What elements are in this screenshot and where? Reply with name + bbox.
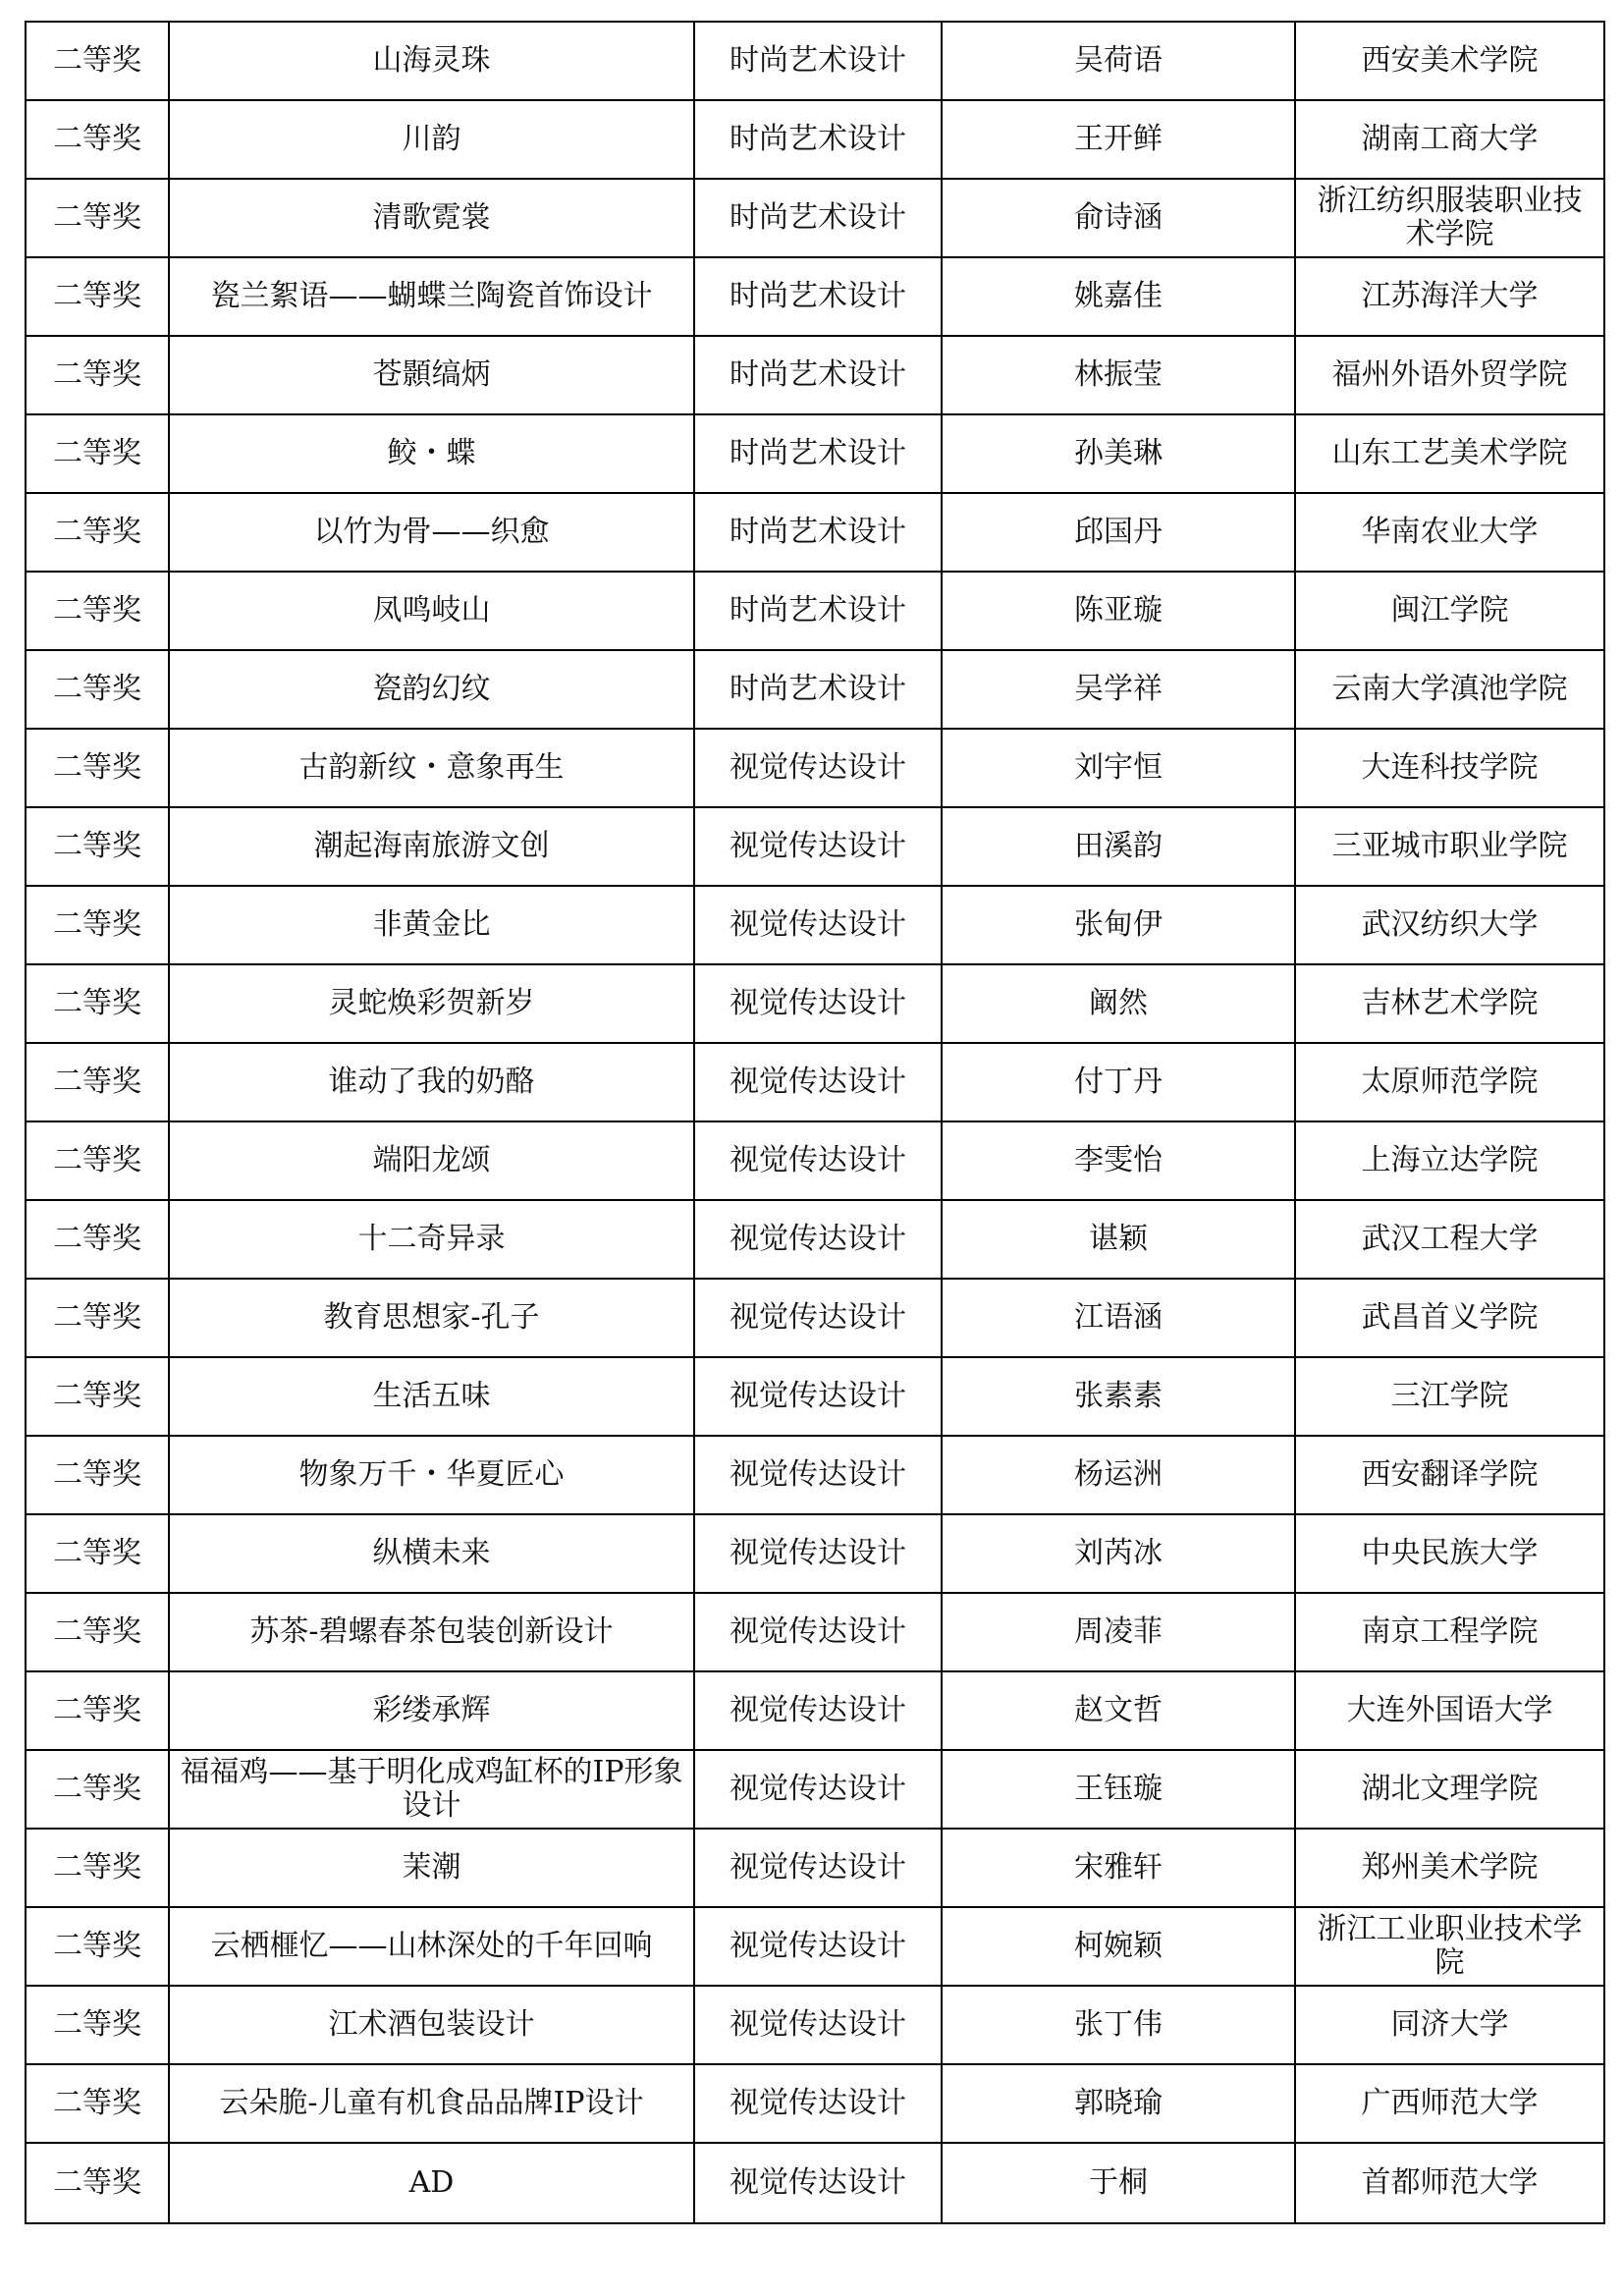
prize-cell: 二等奖 bbox=[26, 964, 169, 1043]
table-row bbox=[26, 1671, 1604, 1750]
prize-cell: 二等奖 bbox=[26, 1514, 169, 1593]
category-cell: 时尚艺术设计 bbox=[694, 22, 942, 100]
category-cell: 视觉传达设计 bbox=[694, 2064, 942, 2143]
prize-cell: 二等奖 bbox=[26, 22, 169, 100]
category-cell: 时尚艺术设计 bbox=[694, 414, 942, 493]
category-cell: 视觉传达设计 bbox=[694, 1986, 942, 2064]
school-cell: 吉林艺术学院 bbox=[1295, 964, 1604, 1043]
category-cell: 视觉传达设计 bbox=[694, 1514, 942, 1593]
table-row bbox=[26, 22, 1604, 100]
table-row bbox=[26, 1907, 1604, 1986]
author-cell: 林振莹 bbox=[942, 336, 1295, 414]
school-cell: 三江学院 bbox=[1295, 1357, 1604, 1436]
author-cell: 张甸伊 bbox=[942, 886, 1295, 964]
author-cell: 李雯怡 bbox=[942, 1121, 1295, 1200]
category-cell: 视觉传达设计 bbox=[694, 2143, 942, 2223]
work-title-cell: 川韵 bbox=[169, 100, 694, 179]
author-cell: 俞诗涵 bbox=[942, 179, 1295, 257]
table-row bbox=[26, 1043, 1604, 1121]
table-row bbox=[26, 1200, 1604, 1279]
category-cell: 视觉传达设计 bbox=[694, 1907, 942, 1986]
school-cell: 浙江纺织服装职业技术学院 bbox=[1295, 179, 1604, 257]
table-row bbox=[26, 257, 1604, 336]
category-cell: 时尚艺术设计 bbox=[694, 650, 942, 729]
table-row bbox=[26, 2064, 1604, 2143]
work-title-cell: 凤鸣岐山 bbox=[169, 572, 694, 650]
school-cell: 武汉工程大学 bbox=[1295, 1200, 1604, 1279]
category-cell: 时尚艺术设计 bbox=[694, 100, 942, 179]
author-cell: 于桐 bbox=[942, 2143, 1295, 2223]
table-row bbox=[26, 964, 1604, 1043]
table-row bbox=[26, 1750, 1604, 1829]
table-row bbox=[26, 1986, 1604, 2064]
work-title-cell: 纵横未来 bbox=[169, 1514, 694, 1593]
table-row bbox=[26, 650, 1604, 729]
work-title-cell: 生活五味 bbox=[169, 1357, 694, 1436]
author-cell: 付丁丹 bbox=[942, 1043, 1295, 1121]
table-row bbox=[26, 1514, 1604, 1593]
school-cell: 大连科技学院 bbox=[1295, 729, 1604, 807]
school-cell: 中央民族大学 bbox=[1295, 1514, 1604, 1593]
work-title-cell: 潮起海南旅游文创 bbox=[169, 807, 694, 886]
prize-cell: 二等奖 bbox=[26, 493, 169, 572]
work-title-cell: 云朵脆-儿童有机食品品牌IP设计 bbox=[169, 2064, 694, 2143]
author-cell: 张素素 bbox=[942, 1357, 1295, 1436]
category-cell: 视觉传达设计 bbox=[694, 886, 942, 964]
school-cell: 南京工程学院 bbox=[1295, 1593, 1604, 1671]
prize-cell: 二等奖 bbox=[26, 1436, 169, 1514]
table-row bbox=[26, 1593, 1604, 1671]
category-cell: 视觉传达设计 bbox=[694, 1436, 942, 1514]
school-cell: 华南农业大学 bbox=[1295, 493, 1604, 572]
school-cell: 闽江学院 bbox=[1295, 572, 1604, 650]
work-title-cell: 端阳龙颂 bbox=[169, 1121, 694, 1200]
awards-table bbox=[25, 21, 1605, 2224]
work-title-cell: 灵蛇焕彩贺新岁 bbox=[169, 964, 694, 1043]
work-title-cell: 江术酒包装设计 bbox=[169, 1986, 694, 2064]
author-cell: 谌颖 bbox=[942, 1200, 1295, 1279]
prize-cell: 二等奖 bbox=[26, 1671, 169, 1750]
category-cell: 视觉传达设计 bbox=[694, 964, 942, 1043]
work-title-cell: AD bbox=[169, 2143, 694, 2223]
work-title-cell: 山海灵珠 bbox=[169, 22, 694, 100]
table-row bbox=[26, 572, 1604, 650]
work-title-cell: 福福鸡——基于明化成鸡缸杯的IP形象设计 bbox=[169, 1750, 694, 1829]
category-cell: 视觉传达设计 bbox=[694, 729, 942, 807]
work-title-cell: 云栖榧忆——山林深处的千年回响 bbox=[169, 1907, 694, 1986]
work-title-cell: 瓷兰絮语——蝴蝶兰陶瓷首饰设计 bbox=[169, 257, 694, 336]
author-cell: 陈亚璇 bbox=[942, 572, 1295, 650]
author-cell: 刘宇恒 bbox=[942, 729, 1295, 807]
author-cell: 王钰璇 bbox=[942, 1750, 1295, 1829]
work-title-cell: 鲛・蝶 bbox=[169, 414, 694, 493]
author-cell: 郭晓瑜 bbox=[942, 2064, 1295, 2143]
author-cell: 刘芮冰 bbox=[942, 1514, 1295, 1593]
table-row bbox=[26, 493, 1604, 572]
work-title-cell: 物象万千・华夏匠心 bbox=[169, 1436, 694, 1514]
author-cell: 王开鲜 bbox=[942, 100, 1295, 179]
category-cell: 视觉传达设计 bbox=[694, 1043, 942, 1121]
school-cell: 湖北文理学院 bbox=[1295, 1750, 1604, 1829]
category-cell: 视觉传达设计 bbox=[694, 1593, 942, 1671]
category-cell: 视觉传达设计 bbox=[694, 1750, 942, 1829]
prize-cell: 二等奖 bbox=[26, 179, 169, 257]
category-cell: 视觉传达设计 bbox=[694, 1279, 942, 1357]
school-cell: 浙江工业职业技术学院 bbox=[1295, 1907, 1604, 1986]
author-cell: 张丁伟 bbox=[942, 1986, 1295, 2064]
work-title-cell: 教育思想家-孔子 bbox=[169, 1279, 694, 1357]
table-row bbox=[26, 1829, 1604, 1907]
school-cell: 首都师范大学 bbox=[1295, 2143, 1604, 2223]
author-cell: 宋雅轩 bbox=[942, 1829, 1295, 1907]
prize-cell: 二等奖 bbox=[26, 1829, 169, 1907]
author-cell: 吴荷语 bbox=[942, 22, 1295, 100]
prize-cell: 二等奖 bbox=[26, 336, 169, 414]
prize-cell: 二等奖 bbox=[26, 650, 169, 729]
table-row bbox=[26, 414, 1604, 493]
work-title-cell: 十二奇异录 bbox=[169, 1200, 694, 1279]
table-row bbox=[26, 1121, 1604, 1200]
table-row bbox=[26, 886, 1604, 964]
school-cell: 福州外语外贸学院 bbox=[1295, 336, 1604, 414]
prize-cell: 二等奖 bbox=[26, 1986, 169, 2064]
work-title-cell: 以竹为骨——织愈 bbox=[169, 493, 694, 572]
table-row bbox=[26, 1436, 1604, 1514]
author-cell: 阚然 bbox=[942, 964, 1295, 1043]
prize-cell: 二等奖 bbox=[26, 1750, 169, 1829]
school-cell: 山东工艺美术学院 bbox=[1295, 414, 1604, 493]
author-cell: 周凌菲 bbox=[942, 1593, 1295, 1671]
prize-cell: 二等奖 bbox=[26, 2143, 169, 2223]
school-cell: 江苏海洋大学 bbox=[1295, 257, 1604, 336]
school-cell: 西安翻译学院 bbox=[1295, 1436, 1604, 1514]
prize-cell: 二等奖 bbox=[26, 100, 169, 179]
prize-cell: 二等奖 bbox=[26, 414, 169, 493]
prize-cell: 二等奖 bbox=[26, 572, 169, 650]
prize-cell: 二等奖 bbox=[26, 807, 169, 886]
school-cell: 西安美术学院 bbox=[1295, 22, 1604, 100]
work-title-cell: 瓷韵幻纹 bbox=[169, 650, 694, 729]
category-cell: 视觉传达设计 bbox=[694, 807, 942, 886]
work-title-cell: 苏茶-碧螺春茶包装创新设计 bbox=[169, 1593, 694, 1671]
table-row bbox=[26, 336, 1604, 414]
work-title-cell: 彩缕承辉 bbox=[169, 1671, 694, 1750]
school-cell: 广西师范大学 bbox=[1295, 2064, 1604, 2143]
category-cell: 视觉传达设计 bbox=[694, 1829, 942, 1907]
school-cell: 武昌首义学院 bbox=[1295, 1279, 1604, 1357]
category-cell: 时尚艺术设计 bbox=[694, 179, 942, 257]
category-cell: 时尚艺术设计 bbox=[694, 257, 942, 336]
author-cell: 邱国丹 bbox=[942, 493, 1295, 572]
prize-cell: 二等奖 bbox=[26, 1200, 169, 1279]
author-cell: 田溪韵 bbox=[942, 807, 1295, 886]
table-row bbox=[26, 1279, 1604, 1357]
category-cell: 时尚艺术设计 bbox=[694, 493, 942, 572]
school-cell: 同济大学 bbox=[1295, 1986, 1604, 2064]
table-row bbox=[26, 1357, 1604, 1436]
table-row bbox=[26, 100, 1604, 179]
prize-cell: 二等奖 bbox=[26, 1043, 169, 1121]
author-cell: 杨运洲 bbox=[942, 1436, 1295, 1514]
author-cell: 赵文哲 bbox=[942, 1671, 1295, 1750]
work-title-cell: 非黄金比 bbox=[169, 886, 694, 964]
awards-table-body bbox=[26, 22, 1604, 2223]
author-cell: 姚嘉佳 bbox=[942, 257, 1295, 336]
prize-cell: 二等奖 bbox=[26, 729, 169, 807]
category-cell: 时尚艺术设计 bbox=[694, 336, 942, 414]
work-title-cell: 谁动了我的奶酪 bbox=[169, 1043, 694, 1121]
work-title-cell: 古韵新纹・意象再生 bbox=[169, 729, 694, 807]
table-row bbox=[26, 729, 1604, 807]
work-title-cell: 清歌霓裳 bbox=[169, 179, 694, 257]
category-cell: 视觉传达设计 bbox=[694, 1121, 942, 1200]
work-title-cell: 茉潮 bbox=[169, 1829, 694, 1907]
prize-cell: 二等奖 bbox=[26, 1357, 169, 1436]
prize-cell: 二等奖 bbox=[26, 1279, 169, 1357]
table-row bbox=[26, 2143, 1604, 2223]
school-cell: 上海立达学院 bbox=[1295, 1121, 1604, 1200]
table-row bbox=[26, 179, 1604, 257]
author-cell: 吴学祥 bbox=[942, 650, 1295, 729]
author-cell: 孙美琳 bbox=[942, 414, 1295, 493]
school-cell: 湖南工商大学 bbox=[1295, 100, 1604, 179]
school-cell: 武汉纺织大学 bbox=[1295, 886, 1604, 964]
school-cell: 大连外国语大学 bbox=[1295, 1671, 1604, 1750]
prize-cell: 二等奖 bbox=[26, 2064, 169, 2143]
category-cell: 时尚艺术设计 bbox=[694, 572, 942, 650]
prize-cell: 二等奖 bbox=[26, 1907, 169, 1986]
author-cell: 柯婉颖 bbox=[942, 1907, 1295, 1986]
school-cell: 三亚城市职业学院 bbox=[1295, 807, 1604, 886]
school-cell: 云南大学滇池学院 bbox=[1295, 650, 1604, 729]
prize-cell: 二等奖 bbox=[26, 1121, 169, 1200]
prize-cell: 二等奖 bbox=[26, 1593, 169, 1671]
prize-cell: 二等奖 bbox=[26, 257, 169, 336]
prize-cell: 二等奖 bbox=[26, 886, 169, 964]
category-cell: 视觉传达设计 bbox=[694, 1200, 942, 1279]
author-cell: 江语涵 bbox=[942, 1279, 1295, 1357]
school-cell: 太原师范学院 bbox=[1295, 1043, 1604, 1121]
table-row bbox=[26, 807, 1604, 886]
school-cell: 郑州美术学院 bbox=[1295, 1829, 1604, 1907]
category-cell: 视觉传达设计 bbox=[694, 1671, 942, 1750]
work-title-cell: 苍顥缟炳 bbox=[169, 336, 694, 414]
category-cell: 视觉传达设计 bbox=[694, 1357, 942, 1436]
